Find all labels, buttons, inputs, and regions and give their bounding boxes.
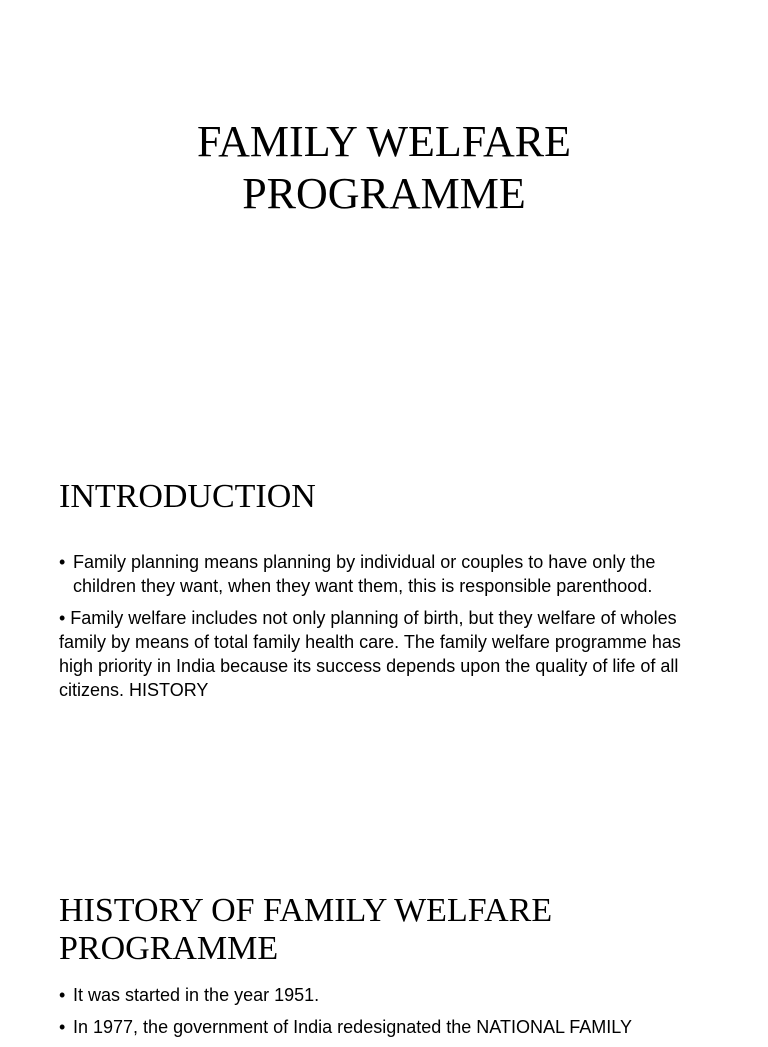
history-bullet-list [59,983,719,1047]
paragraph-text: • Family welfare includes not only planning of birth, but they welfare of wholes family by means of total family health care. The family welfare programme has high priority in India because its success depends upon the quality of life of all citizens. HISTORY [59,608,681,700]
bullet-marker: • [59,985,66,1005]
bullet-text: It was started in the year 1951. [73,985,320,1005]
history-heading-line-1: HISTORY OF FAMILY WELFARE [59,892,553,929]
main-title-line-1: FAMILY WELFARE [196,117,572,166]
list-item [59,983,719,1007]
bullet-marker: • [59,1017,66,1037]
history-heading [59,892,552,968]
title-slide [0,0,768,440]
introduction-bullet-list [59,550,719,702]
list-item [59,1015,719,1039]
bullet-text: In 1977, the government of India redesignated the NATIONAL FAMILY [73,1017,632,1037]
introduction-slide [0,440,768,880]
history-heading-line-2: PROGRAMME [59,930,279,967]
main-title [0,116,768,220]
introduction-heading: INTRODUCTION [59,478,316,515]
list-item [59,550,719,598]
bullet-text: Family planning means planning by individual or couples to have only the children they want, when they want them, this is responsible parenthood. [73,552,656,596]
history-slide [0,880,768,1037]
bullet-marker: • [59,552,66,572]
list-item [59,606,719,702]
main-title-line-2: PROGRAMME [242,169,526,218]
